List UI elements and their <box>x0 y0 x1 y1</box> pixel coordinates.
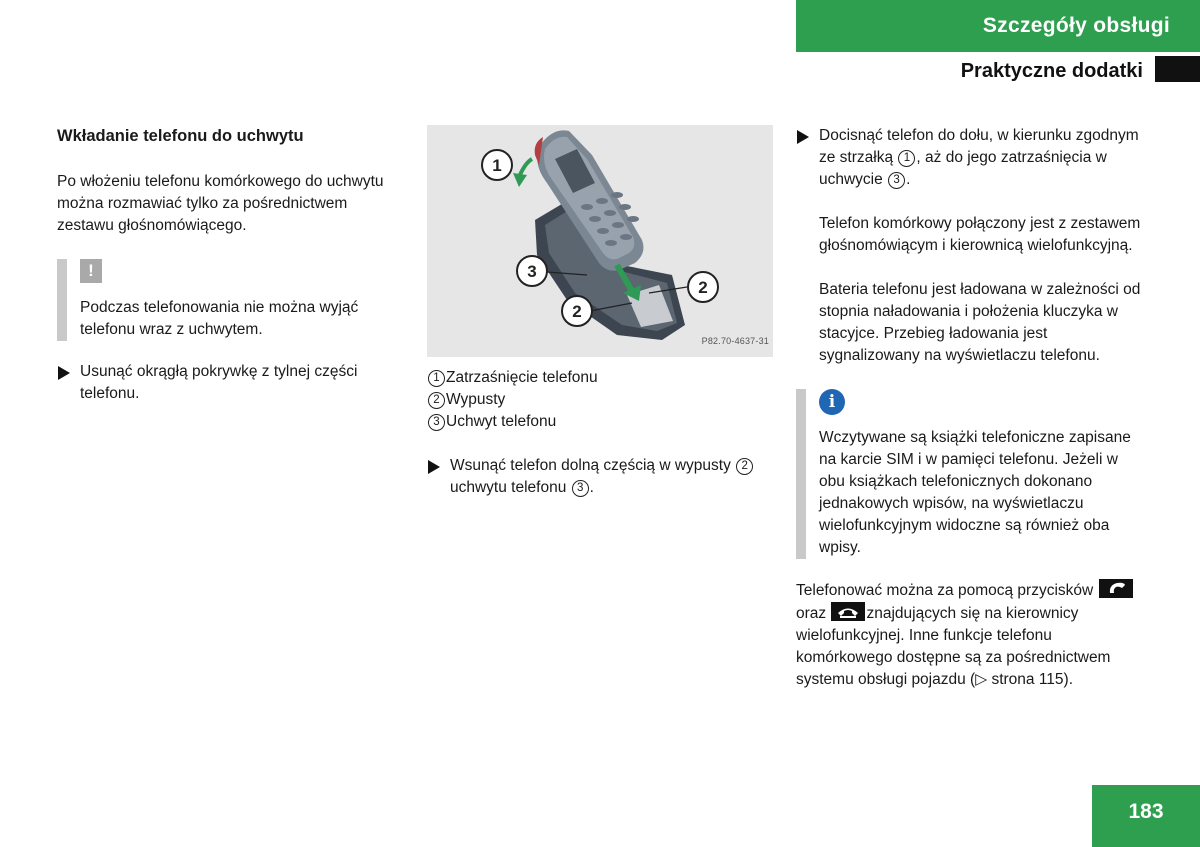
column-middle <box>427 125 773 521</box>
step-text: Usunąć okrągłą pokrywkę z tylnej części telefonu. <box>80 363 358 402</box>
step-text: uchwytu telefonu <box>450 479 567 496</box>
info-icon: i <box>819 389 845 415</box>
figure-code: P82.70-4637-31 <box>701 336 769 346</box>
info-paragraph-1: Telefon komórkowy połączony jest z zestawem głośnomówiącym i kierownicą wielofunkcyjną. <box>819 215 1141 254</box>
controls-paragraph <box>796 579 1148 691</box>
step-text: , aż do jego zatrzaśnięcia w uchwycie <box>819 149 1107 188</box>
step-arrow-icon <box>58 366 70 380</box>
legend-number: 1 <box>428 370 445 387</box>
hangup-phone-icon <box>831 602 865 621</box>
warning-notice <box>57 259 407 341</box>
subsection-marker <box>1155 56 1200 82</box>
subsection-title: Praktyczne dodatki <box>960 60 1143 82</box>
legend-item-1 <box>427 367 773 389</box>
page-ref-arrow-icon: ▷ <box>975 671 988 688</box>
column-right <box>796 125 1148 691</box>
notice-bar <box>57 259 67 341</box>
legend-item-3 <box>427 411 773 433</box>
callout-3: 3 <box>527 262 537 281</box>
legend-label: Zatrzaśnięcie telefonu <box>446 369 598 386</box>
intro-paragraph: Po włożeniu telefonu komórkowego do uchwytu można rozmawiać tylko za pośrednictwem zestawu głośnomówiącego. <box>57 173 384 234</box>
legend-label: Uchwyt telefonu <box>446 413 557 430</box>
warning-icon: ! <box>80 259 102 283</box>
ref-number: 3 <box>888 172 905 189</box>
callout-1: 1 <box>492 156 502 175</box>
info-paragraph-2: Bateria telefonu jest ładowana w zależności od stopnia naładowania i położenia kluczyka w stacyjce. Przebieg ładowania jest sygnalizowany na wyświetlaczu telefonu. <box>819 281 1141 364</box>
controls-text: oraz <box>796 605 827 622</box>
callout-2b: 2 <box>698 278 708 297</box>
step-text: Wsunąć telefon dolną częścią w wypusty <box>450 457 731 474</box>
ref-number: 1 <box>898 150 915 167</box>
controls-text: strona 115). <box>987 671 1074 688</box>
instruction-step: Wsunąć telefon dolną częścią w wypusty 2 uchwytu telefonu 3 . <box>427 455 773 499</box>
step-text: Docisnąć telefon do dołu, w kierunku zgodnym ze strzałką <box>819 127 1139 166</box>
step-arrow-icon <box>797 130 809 144</box>
controls-text: Telefonować można za pomocą przycisków <box>796 582 1094 599</box>
section-header-tab <box>796 0 1200 52</box>
legend-item-2 <box>427 389 773 411</box>
notice-bar <box>796 389 806 559</box>
warning-text: Podczas telefonowania nie można wyjąć telefonu wraz z uchwytem. <box>80 299 359 338</box>
page-number: 183 <box>1092 785 1200 847</box>
instruction-step <box>57 361 407 405</box>
legend-number: 3 <box>428 414 445 431</box>
ref-number: 3 <box>572 480 589 497</box>
ref-number: 2 <box>736 458 753 475</box>
column-left <box>57 125 407 427</box>
legend-number: 2 <box>428 392 445 409</box>
step-arrow-icon <box>428 460 440 474</box>
pickup-phone-icon <box>1099 579 1133 598</box>
controls-text: znajdujących się na kierownicy wielofunkcyjnej. Inne funkcje telefonu komórkowego dostępne są za pośrednictwem systemu obsługi pojazdu ( <box>796 605 1111 688</box>
legend-label: Wypusty <box>446 391 506 408</box>
section-title: Szczegóły obsługi <box>982 14 1170 37</box>
article-title: Wkładanie telefonu do uchwytu <box>57 127 304 145</box>
phone-cradle-illustration <box>427 125 773 357</box>
info-notice <box>796 389 1148 559</box>
info-text: Wczytywane są książki telefoniczne zapisane na karcie SIM i w pamięci telefonu. Jeżeli w obu książkach telefonicznych dokonano jednakowych wpisów, na wyświetlaczu wielofunkcyjnym widoczne są również oba wpisy. <box>819 429 1131 556</box>
callout-2a: 2 <box>572 302 582 321</box>
instruction-step: Docisnąć telefon do dołu, w kierunku zgodnym ze strzałką 1 , aż do jego zatrzaśnięcia w uchwycie 3 . <box>796 125 1148 191</box>
phone-cradle-drawing <box>427 125 773 357</box>
